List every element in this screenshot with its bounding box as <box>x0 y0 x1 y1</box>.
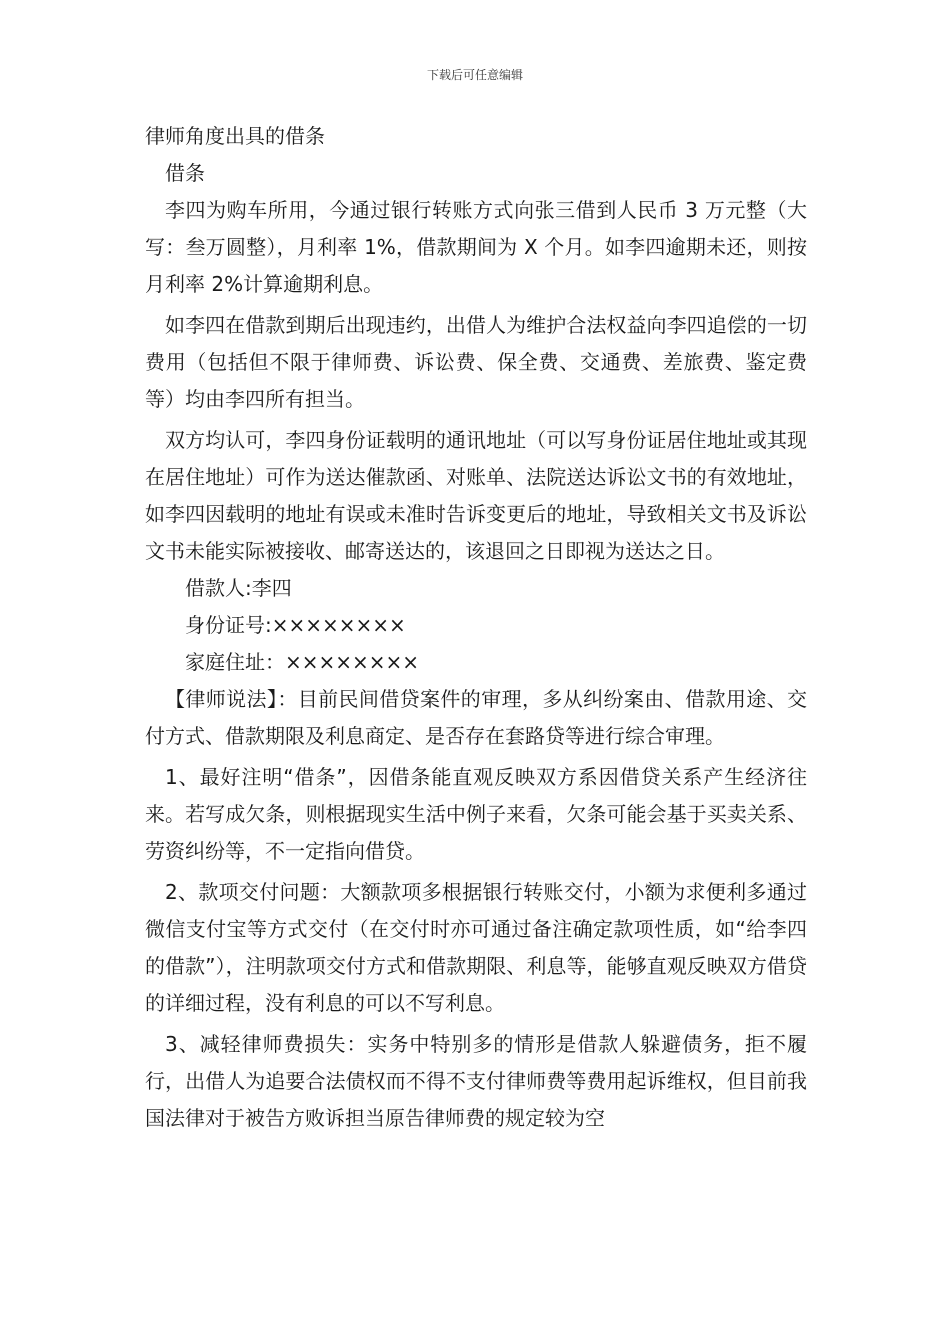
signature-address: 家庭住址：×××××××× <box>185 650 420 674</box>
header-note: 下载后可任意编辑 <box>426 68 523 82</box>
document-subtitle: 借条 <box>165 161 205 185</box>
commentary-intro: 【律师说法】：目前民间借贷案件的审理，多从纠纷案由、借款用途、交付方式、借款期限及利息商定、是否存在套路贷等进行综合审理。 <box>145 687 807 748</box>
signature-borrower: 借款人:李四 <box>185 576 292 600</box>
document-body <box>145 118 807 1137</box>
paragraph-loan-terms: 李四为购车所用，今通过银行转账方式向张三借到人民币 3 万元整（大写：叁万圆整），月利率 1%，借款期间为 X 个月。如李四逾期未还，则按月利率 2%计算逾期利息。 <box>145 198 807 296</box>
signature-id-number: 身份证号:×××××××× <box>185 613 406 637</box>
document-title: 律师角度出具的借条 <box>145 124 325 148</box>
commentary-point-1: 1、最好注明“借条”，因借条能直观反映双方系因借贷关系产生经济往来。若写成欠条，则根据现实生活中例子来看，欠条可能会基于买卖关系、劳资纠纷等，不一定指向借贷。 <box>145 765 807 863</box>
paragraph-default-costs: 如李四在借款到期后出现违约，出借人为维护合法权益向李四追偿的一切费用（包括但不限于律师费、诉讼费、保全费、交通费、差旅费、鉴定费等）均由李四所有担当。 <box>145 313 807 411</box>
commentary-point-3: 3、减轻律师费损失：实务中特别多的情形是借款人躲避债务，拒不履行，出借人为追要合法债权而不得不支付律师费等费用起诉维权，但目前我国法律对于被告方败诉担当原告律师费的规定较为空 <box>145 1032 807 1130</box>
paragraph-service-address: 双方均认可，李四身份证载明的通讯地址（可以写身份证居住地址或其现在居住地址）可作为送达催款函、对账单、法院送达诉讼文书的有效地址，如李四因载明的地址有误或未准时告诉变更后的地址，导致相关文书及诉讼文书未能实际被接收、邮寄送达的，该退回之日即视为送达之日。 <box>145 428 807 563</box>
commentary-point-2: 2、款项交付问题：大额款项多根据银行转账交付，小额为求便利多通过微信支付宝等方式交付（在交付时亦可通过备注确定款项性质，如“给李四的借款”），注明款项交付方式和借款期限、利息等，能够直观反映双方借贷的详细过程，没有利息的可以不写利息。 <box>145 880 807 1015</box>
